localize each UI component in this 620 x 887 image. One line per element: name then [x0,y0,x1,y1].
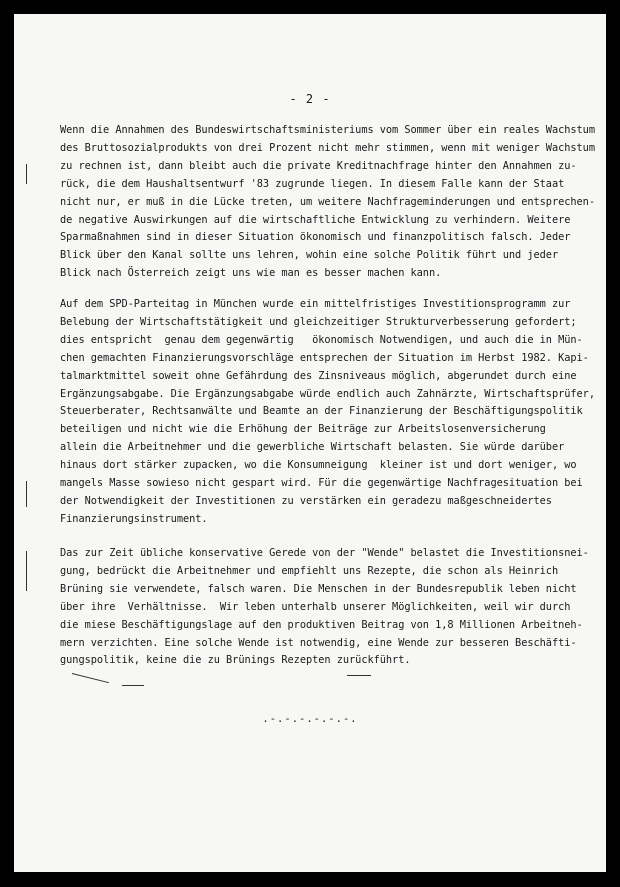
text-line: talmarktmittel soweit ohne Gefährdung des Zinsniveaus möglich, abgerundet durch eine [60,369,577,382]
text-line: nicht nur, er muß in die Lücke treten, um weitere Nachfrageminderungen und entsprechen- [60,195,595,208]
text-line: de negative Auswirkungen auf die wirtschaftliche Entwicklung zu verhindern. Weitere [60,213,571,226]
margin-mark [26,164,27,184]
document-page [14,14,606,872]
text-line: Blick über den Kanal sollte uns lehren, wohin eine solche Politik führt und jeder [60,249,559,262]
text-line: Steuerberater, Rechtsanwälte und Beamte an der Finanzierung der Beschäftigungspolitik [60,405,583,418]
text-line: Das zur Zeit übliche konservative Gerede von der "Wende" belastet die Investitionsnei- [60,547,589,559]
text-line: rück, die dem Haushaltsentwurf '83 zugrunde liegen. In diesem Falle kann der Staat [60,177,565,190]
text-line: Sparmaßnahmen sind in dieser Situation ökonomisch und finanzpolitisch falsch. Jeder [60,231,571,244]
text-line: Blick nach Österreich zeigt uns wie man es besser machen kann. [60,267,442,280]
text-line: gung, bedrückt die Arbeitnehmer und empfiehlt uns Rezepte, die schon als Heinrich [60,564,559,577]
text-line: mangels Masse sowieso nicht gespart wird. Für die gegenwärtige Nachfragesituation bei [60,477,583,490]
text-line: Belebung der Wirtschaftstätigkeit und gleichzeitiger Strukturverbesserung gefordert; [60,315,577,328]
text-line: gungspolitik, keine die zu Brünings Rezepten zurückführt. [60,654,411,667]
text-line: beteiligen und nicht wie die Erhöhung der Beiträge zur Arbeitslosenversicherung [60,423,546,436]
text-line: Ergänzungsabgabe. Die Ergänzungsabgabe würde endlich auch Zahnärzte, Wirtschaftsprüfer, [60,387,595,400]
closing-separator: .-.-.-.-.-.-. [262,713,358,725]
pen-stroke [347,675,371,676]
text-line: des Bruttosozialprodukts von drei Prozent nicht mehr stimmen, wenn mit weniger Wachstum [60,141,595,154]
text-line: der Notwendigkeit der Investitionen zu verstärken ein geradezu maßgeschneidertes [60,494,552,507]
text-line: hinaus dort stärker zupacken, wo die Konsumneigung kleiner ist und dort weniger, wo [60,459,577,472]
paragraph-wende-critique [60,545,589,670]
pen-stroke [122,685,144,686]
text-line: chen gemachten Finanzierungsvorschläge entsprechen der Situation im Herbst 1982. Kapi- [60,351,589,364]
text-line: Finanzierungsinstrument. [60,512,208,525]
text-line: Wenn die Annahmen des Bundeswirtschaftsministeriums vom Sommer über ein reales Wachstum [60,124,595,136]
pen-stroke [72,673,109,683]
text-line: Auf dem SPD-Parteitag in München wurde ein mittelfristiges Investitionsprogramm zur [60,298,571,310]
margin-mark [26,481,27,507]
page-number: - 2 - [289,92,331,106]
text-line: dies entspricht genau dem gegenwärtig ökonomisch Notwendigen, und auch die in Mün- [60,333,583,346]
text-line: über ihre Verhältnisse. Wir leben unterhalb unserer Möglichkeiten, weil wir durch [60,600,571,613]
text-line: Brüning sie verwendete, falsch waren. Die Menschen in der Bundesrepublik leben nicht [60,582,577,595]
paragraph-budget-growth [60,122,595,283]
text-line: zu rechnen ist, dann bleibt auch die private Kreditnachfrage hinter den Annahmen zu- [60,159,577,172]
text-line: allein die Arbeitnehmer und die gewerbliche Wirtschaft belasten. Sie würde darüber [60,441,565,454]
paragraph-spd-investment [60,296,595,529]
text-line: mern verzichten. Eine solche Wende ist notwendig, eine Wende zur besseren Beschäfti- [60,636,577,649]
margin-mark [26,551,27,591]
text-line: die miese Beschäftigungslage auf den produktiven Beitrag von 1,8 Millionen Arbeitneh- [60,618,583,631]
